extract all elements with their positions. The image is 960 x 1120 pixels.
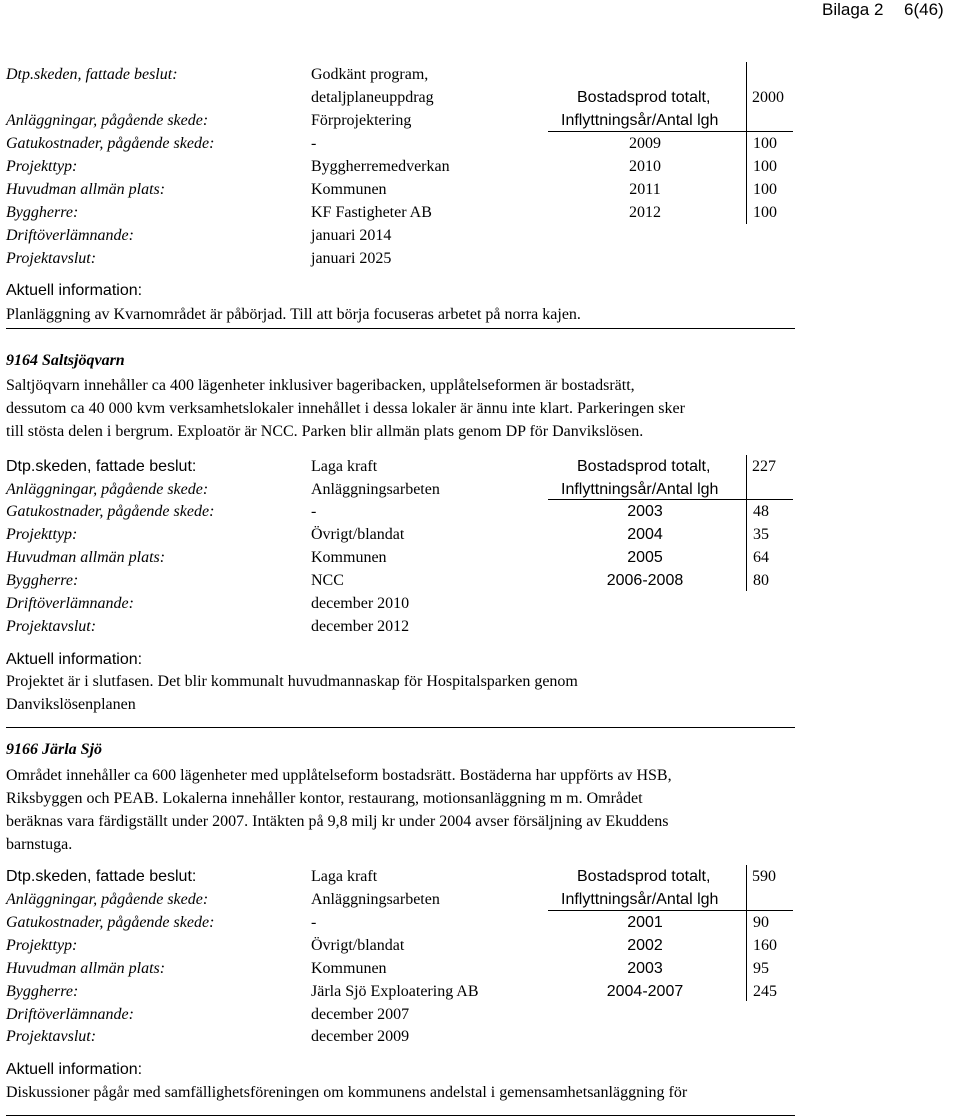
label-bygg: Byggherre: (6, 983, 79, 1000)
label-huvud: Huvudman allmän plats: (6, 960, 166, 977)
prod-total-label: Bostadsprod totalt, (577, 868, 711, 885)
label-huvud: Huvudman allmän plats: (6, 549, 166, 566)
prod-count: 245 (753, 983, 777, 1000)
value-dtp-line1: Godkänt program, (311, 66, 429, 83)
label-bygg: Byggherre: (6, 572, 79, 589)
label-drift: Driftöverlämnande: (6, 595, 134, 612)
table-divider (746, 455, 747, 591)
table-divider (746, 62, 747, 224)
value-huvud: Kommunen (311, 960, 387, 977)
description-line: beräknas vara färdigställt under 2007. Intäkten på 9,8 milj kr under 2004 avser försäljning av Ekuddens (6, 813, 669, 830)
prod-year: 2011 (629, 181, 661, 198)
value-dtp-line2: detaljplaneuppdrag (311, 89, 434, 106)
project-title: 9166 Järla Sjö (6, 741, 103, 758)
label-bygg: Byggherre: (6, 204, 79, 221)
label-gatu: Gatukostnader, pågående skede: (6, 503, 215, 520)
prod-years-label: Inflyttningsår/Antal lgh (561, 112, 719, 129)
label-typ: Projekttyp: (6, 526, 78, 543)
value-anl: Anläggningsarbeten (311, 481, 440, 498)
value-gatu: - (311, 135, 317, 152)
table-divider (548, 499, 793, 500)
table-divider (746, 865, 747, 1001)
page-number: 6(46) (904, 0, 944, 19)
prod-year: 2003 (627, 503, 663, 520)
prod-years-label: Inflyttningsår/Antal lgh (561, 891, 719, 908)
label-aktuell: Aktuell information: (6, 282, 143, 299)
label-gatu: Gatukostnader, pågående skede: (6, 914, 215, 931)
info-text: Diskussioner pågår med samfällighetsföreningen om kommunens andelstal i gemensamhetsanläggning för (6, 1084, 688, 1101)
label-aktuell: Aktuell information: (6, 651, 143, 668)
prod-count: 48 (753, 503, 769, 520)
prod-total-value: 227 (752, 458, 776, 475)
description-line: dessutom ca 40 000 kvm verksamhetslokaler innehållet i dessa lokaler är ännu inte klart. Parkeringen sker (6, 400, 685, 417)
section-divider (6, 328, 795, 329)
prod-count: 64 (753, 549, 769, 566)
label-dtp: Dtp.skeden, fattade beslut: (6, 458, 197, 475)
value-typ: Övrigt/blandat (311, 937, 405, 954)
value-typ: Övrigt/blandat (311, 526, 405, 543)
label-anl: Anläggningar, pågående skede: (6, 112, 209, 129)
section-divider (6, 727, 795, 728)
prod-year: 2001 (627, 914, 663, 931)
label-typ: Projekttyp: (6, 158, 78, 175)
label-huvud: Huvudman allmän plats: (6, 181, 166, 198)
value-anl: Förprojektering (311, 112, 412, 129)
value-dtp: Laga kraft (311, 868, 378, 885)
value-anl: Anläggningsarbeten (311, 891, 440, 908)
prod-count: 100 (753, 181, 777, 198)
project-title: 9164 Saltsjöqvarn (6, 352, 125, 369)
prod-count: 80 (753, 572, 769, 589)
value-huvud: Kommunen (311, 181, 387, 198)
label-drift: Driftöverlämnande: (6, 1006, 134, 1023)
value-dtp: Laga kraft (311, 458, 378, 475)
value-gatu: - (311, 914, 317, 931)
label-drift: Driftöverlämnande: (6, 227, 134, 244)
prod-total-value: 2000 (752, 89, 784, 106)
label-aktuell: Aktuell information: (6, 1061, 143, 1078)
prod-year: 2004 (627, 526, 663, 543)
section-divider (6, 1115, 795, 1116)
label-gatu: Gatukostnader, pågående skede: (6, 135, 215, 152)
value-bygg: NCC (311, 572, 344, 589)
table-divider (548, 910, 793, 911)
label-anl: Anläggningar, pågående skede: (6, 481, 209, 498)
value-avslut: december 2012 (311, 618, 410, 635)
info-line: Projektet är i slutfasen. Det blir kommunalt huvudmannaskap för Hospitalsparken genom (6, 673, 578, 690)
prod-year: 2012 (629, 204, 661, 221)
prod-year: 2006-2008 (606, 572, 684, 589)
label-dtp: Dtp.skeden, fattade beslut: (6, 868, 197, 885)
value-drift: december 2007 (311, 1006, 410, 1023)
description-line: Riksbyggen och PEAB. Lokalerna innehåller kontor, restaurang, motionsanläggning m m. Området (6, 790, 643, 807)
description-line: Saltjöqvarn innehåller ca 400 lägenheter inklusiver bageribacken, upplåtelseformen är bostadsrätt, (6, 377, 635, 394)
prod-total-label: Bostadsprod totalt, (577, 89, 711, 106)
value-bygg: Järla Sjö Exploatering AB (311, 983, 479, 1000)
prod-count: 100 (753, 204, 777, 221)
value-avslut: januari 2025 (311, 250, 392, 267)
description-line: Området innehåller ca 600 lägenheter med upplåtelseform bostadsrätt. Bostäderna har uppförts av HSB, (6, 767, 672, 784)
value-avslut: december 2009 (311, 1028, 410, 1045)
info-line: Danvikslösenplanen (6, 696, 136, 713)
info-text: Planläggning av Kvarnområdet är påbörjad. Till att börja focuseras arbetet på norra kajen. (6, 306, 581, 323)
prod-year: 2010 (629, 158, 661, 175)
prod-years-label: Inflyttningsår/Antal lgh (561, 481, 719, 498)
prod-count: 100 (753, 158, 777, 175)
prod-total-label: Bostadsprod totalt, (577, 458, 711, 475)
prod-count: 90 (753, 914, 769, 931)
prod-count: 100 (753, 135, 777, 152)
prod-count: 160 (753, 937, 777, 954)
prod-year: 2004-2007 (606, 983, 684, 1000)
value-huvud: Kommunen (311, 549, 387, 566)
prod-year: 2003 (627, 960, 663, 977)
prod-total-value: 590 (752, 868, 776, 885)
prod-year: 2005 (627, 549, 663, 566)
prod-year: 2002 (627, 937, 663, 954)
label-typ: Projekttyp: (6, 937, 78, 954)
value-drift: januari 2014 (311, 227, 392, 244)
table-divider (548, 131, 793, 132)
prod-count: 35 (753, 526, 769, 543)
label-avslut: Projektavslut: (6, 1028, 97, 1045)
label-anl: Anläggningar, pågående skede: (6, 891, 209, 908)
value-gatu: - (311, 503, 317, 520)
description-line: till stösta delen i bergrum. Exploatör är NCC. Parken blir allmän plats genom DP för Danvikslösen. (6, 423, 644, 440)
appendix-label: Bilaga 2 (822, 0, 884, 19)
prod-count: 95 (753, 960, 769, 977)
prod-year: 2009 (629, 135, 661, 152)
value-typ: Byggherremedverkan (311, 158, 450, 175)
label-avslut: Projektavslut: (6, 250, 97, 267)
description-line: barnstuga. (6, 836, 73, 853)
label-dtp: Dtp.skeden, fattade beslut: (6, 66, 178, 83)
value-drift: december 2010 (311, 595, 410, 612)
label-avslut: Projektavslut: (6, 618, 97, 635)
value-bygg: KF Fastigheter AB (311, 204, 432, 221)
